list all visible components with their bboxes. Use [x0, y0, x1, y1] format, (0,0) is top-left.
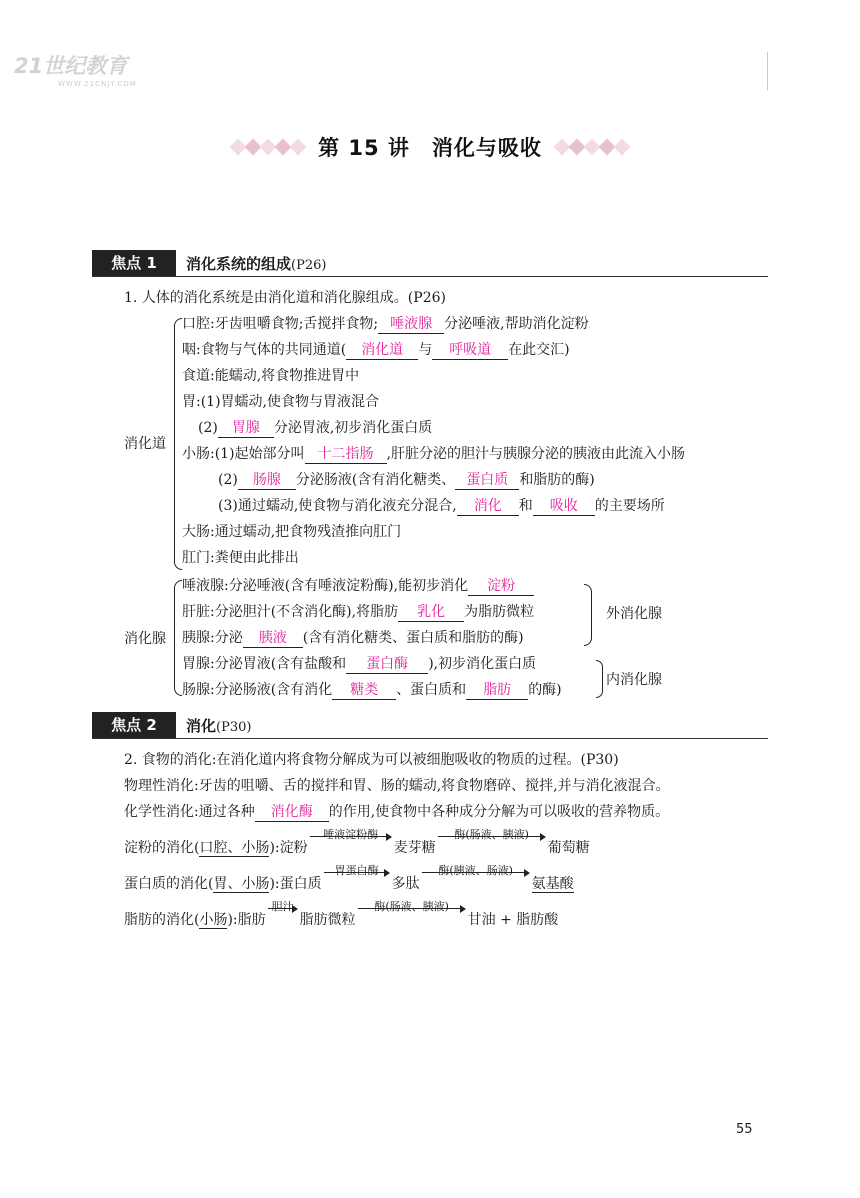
gland-liver: 肝脏:分泌胆汁(不含消化酶),将脂肪 乳化 为脂肪微粒 — [182, 604, 535, 620]
gland-brace — [174, 580, 182, 696]
tract-label: 消化道 — [124, 436, 166, 452]
tract-pharynx: 咽:食物与气体的共同通道( 消化道 与 呼吸道 在此交汇) — [182, 342, 570, 358]
left-diamond-decoration — [232, 141, 304, 153]
section-header-2 — [92, 712, 768, 739]
right-diamond-decoration — [556, 141, 628, 153]
s2-chemical: 化学性消化:通过各种 消化酶 的作用,使食物中各种成分分解为可以吸收的营养物质。 — [124, 804, 670, 820]
gland-intestinal: 肠腺:分泌肠液(含有消化 糖类 、蛋白质和 脂肪 的酶) — [182, 682, 562, 698]
tract-large-intestine: 大肠:通过蠕动,把食物残渣推向肛门 — [182, 524, 402, 540]
tract-small-intestine-3: (3)通过蠕动,使食物与消化液充分混合, 消化 和 吸收 的主要场所 — [218, 498, 665, 514]
title-bar — [0, 132, 860, 162]
page-title: 第 15 讲 消化与吸收 — [318, 136, 542, 160]
internal-gland-brace — [596, 660, 603, 698]
external-gland-brace — [584, 584, 592, 646]
section-tag: 焦点 2 — [92, 712, 176, 738]
header-rule — [767, 52, 768, 90]
logo-text: 21世纪教育 — [14, 54, 128, 78]
publisher-logo — [14, 50, 137, 88]
s1-intro: 1. 人体的消化系统是由消化道和消化腺组成。(P26) — [124, 290, 446, 306]
logo-subtext: WWW.21CNJY.COM — [58, 80, 137, 88]
starch-digestion: 淀粉的消化(口腔、小肠):淀粉 唾液淀粉酶 麦芽糖 酶(肠液、胰液) 葡萄糖 — [124, 828, 590, 856]
section-header-1 — [92, 250, 768, 277]
gland-pancreas: 胰腺:分泌 胰液 (含有消化糖类、蛋白质和脂肪的酶) — [182, 630, 524, 646]
tract-mouth: 口腔:牙齿咀嚼食物;舌搅拌食物; 唾液腺 分泌唾液,帮助消化淀粉 — [182, 316, 589, 332]
page-number: 55 — [736, 1122, 753, 1137]
tract-stomach-1: 胃:(1)胃蠕动,使食物与胃液混合 — [182, 394, 379, 410]
s2-intro: 2. 食物的消化:在消化道内将食物分解成为可以被细胞吸收的物质的过程。(P30) — [124, 752, 619, 768]
gland-salivary: 唾液腺:分泌唾液(含有唾液淀粉酶),能初步消化 淀粉 — [182, 576, 534, 596]
tract-brace — [174, 318, 182, 570]
gland-gastric: 胃腺:分泌胃液(含有盐酸和 蛋白酶 ),初步消化蛋白质 — [182, 656, 537, 672]
gland-label: 消化腺 — [124, 631, 166, 647]
fat-digestion: 脂肪的消化(小肠):脂肪 胆汁 脂肪微粒 酶(肠液、胰液) 甘油 + 脂肪酸 — [124, 900, 559, 928]
internal-gland-label: 内消化腺 — [606, 672, 662, 688]
section-title: 消化系统的组成(P26) — [186, 255, 327, 273]
section-tag: 焦点 1 — [92, 250, 176, 276]
protein-digestion: 蛋白质的消化(胃、小肠):蛋白质 胃蛋白酶 多肽 酶(胰液、肠液) 氨基酸 — [124, 864, 574, 892]
tract-small-intestine-2: (2) 肠腺 分泌肠液(含有消化糖类、 蛋白质 和脂肪的酶) — [218, 472, 595, 488]
s2-physical: 物理性消化:牙齿的咀嚼、舌的搅拌和胃、肠的蠕动,将食物磨碎、搅拌,并与消化液混合。 — [124, 778, 670, 794]
tract-esophagus: 食道:能蠕动,将食物推进胃中 — [182, 368, 360, 384]
tract-small-intestine-1: 小肠:(1)起始部分叫 十二指肠 ,肝脏分泌的胆汁与胰腺分泌的胰液由此流入小肠 — [182, 446, 686, 462]
external-gland-label: 外消化腺 — [606, 606, 662, 622]
tract-anus: 肛门:粪便由此排出 — [182, 550, 299, 566]
section-title: 消化(P30) — [186, 717, 252, 735]
tract-stomach-2: (2) 胃腺 分泌胃液,初步消化蛋白质 — [198, 420, 433, 436]
